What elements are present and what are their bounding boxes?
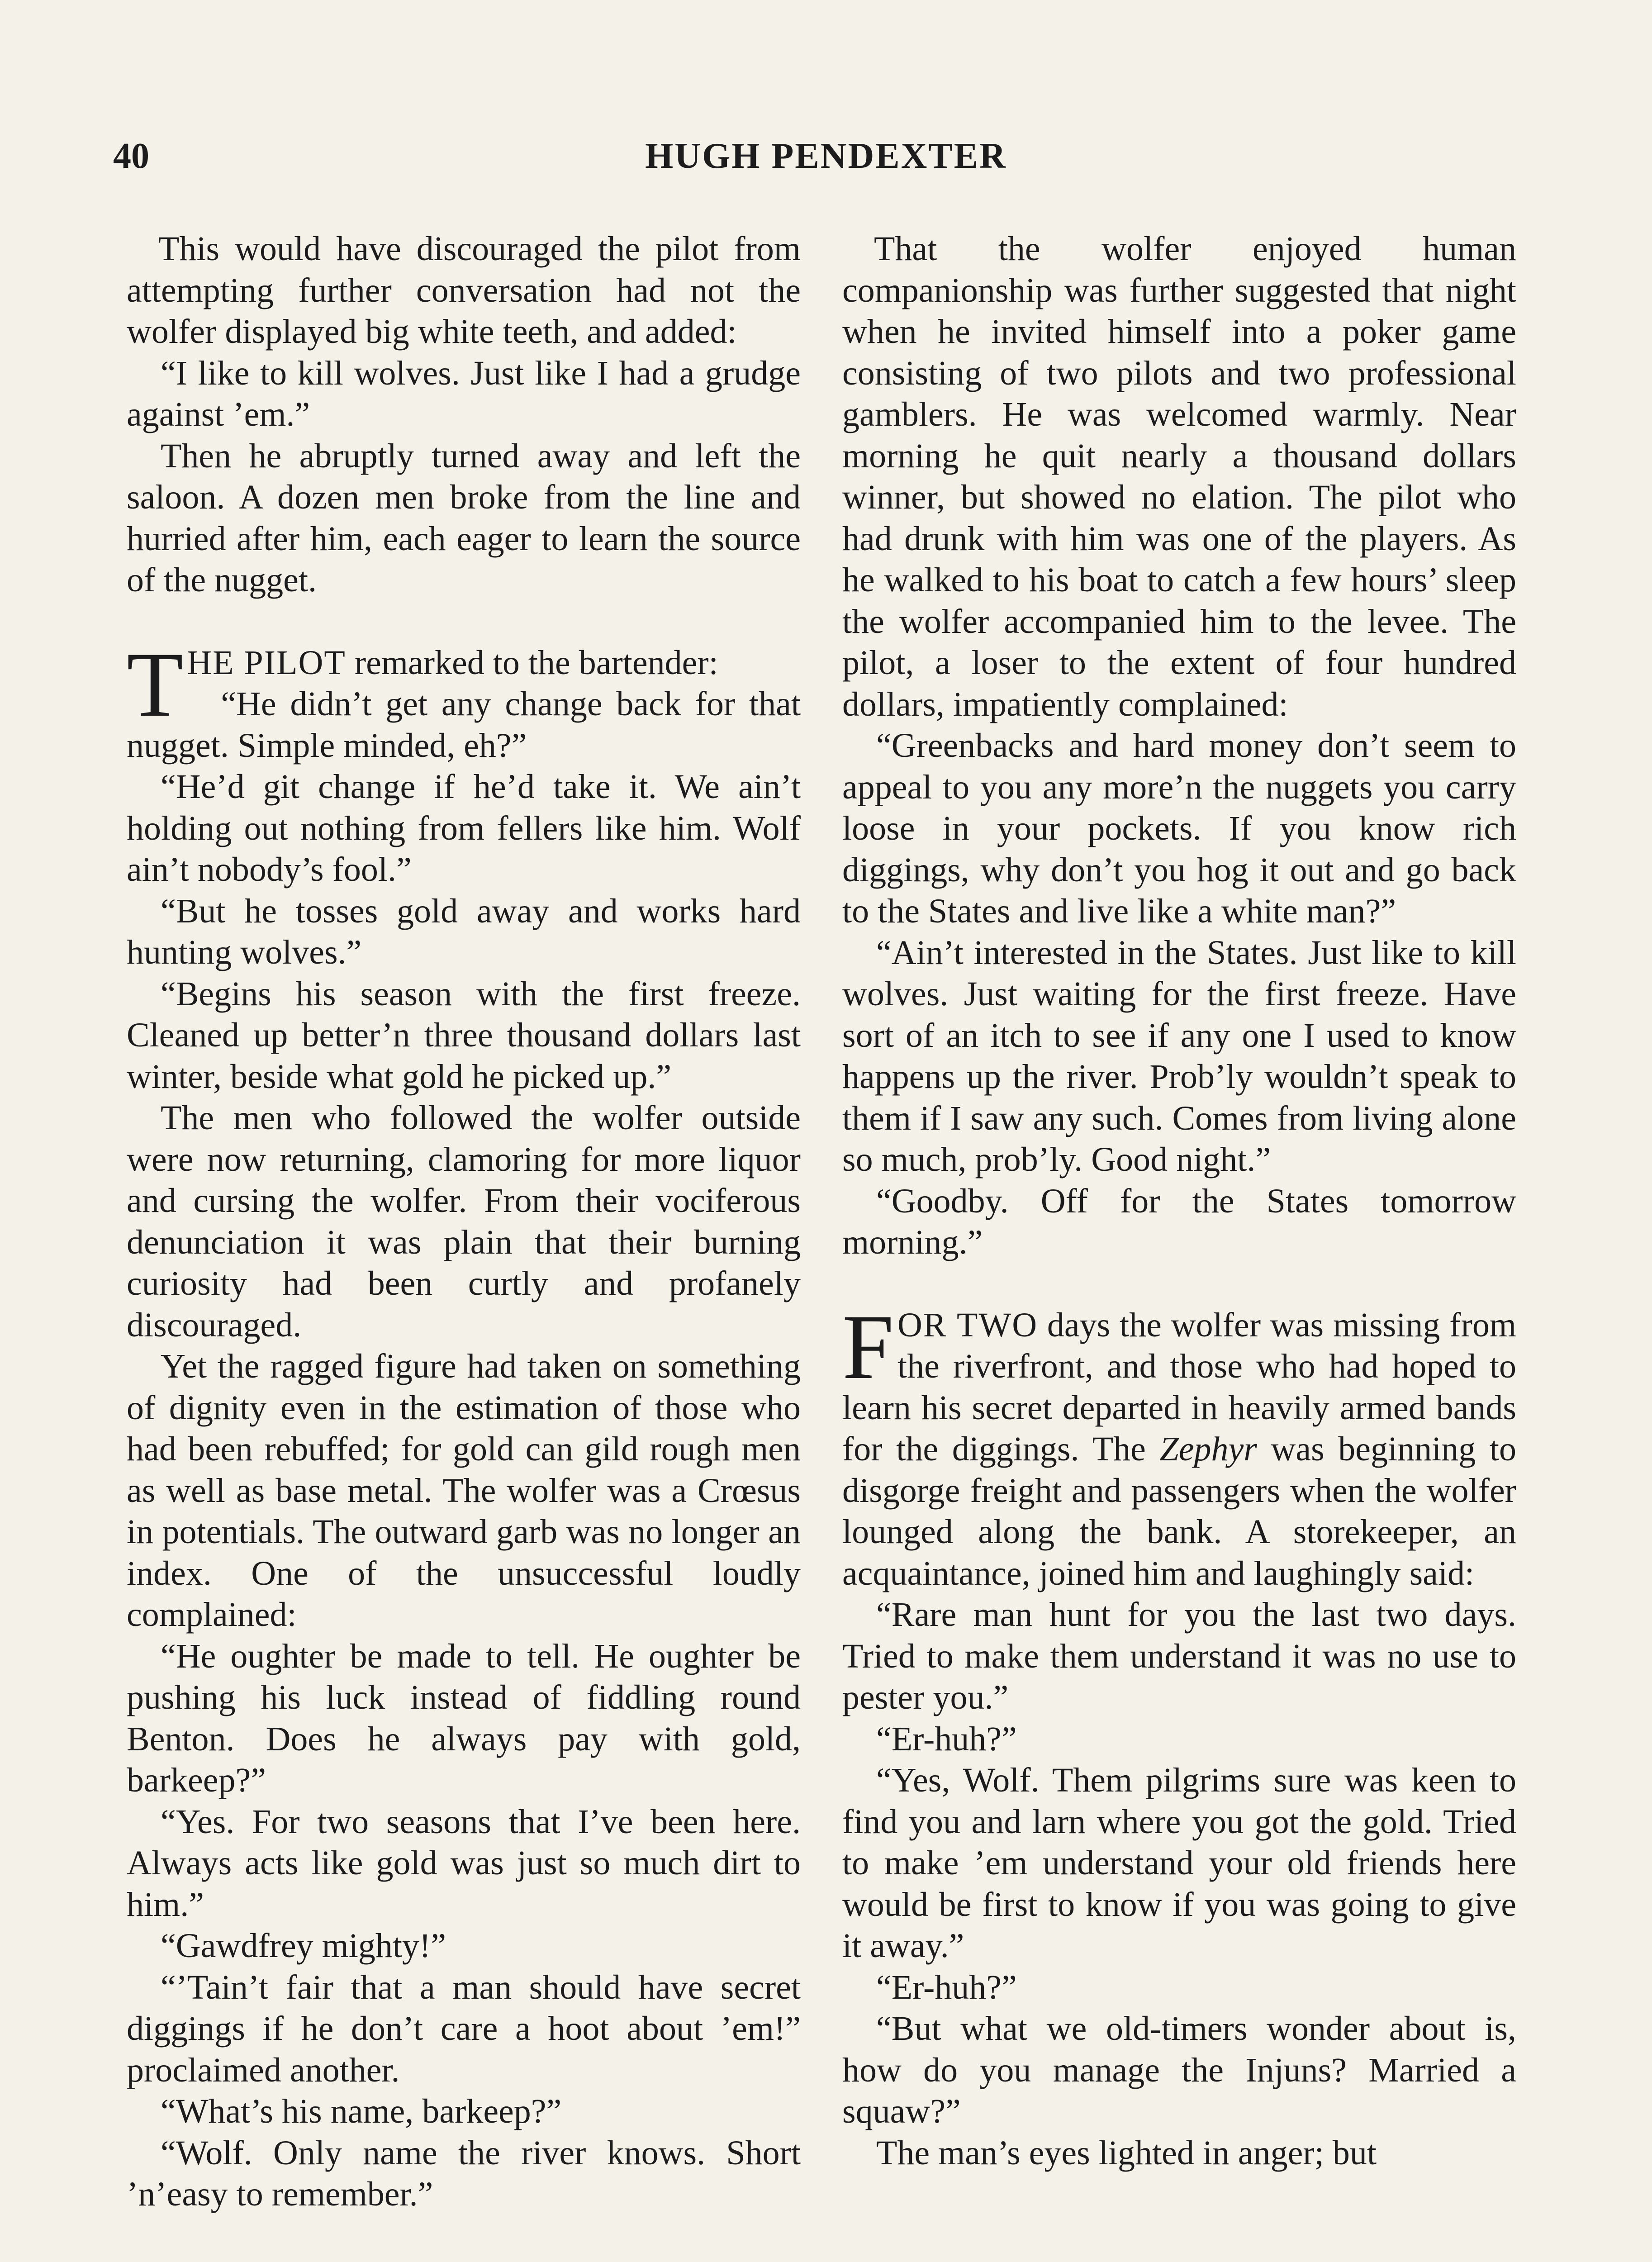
drop-cap: F (842, 1295, 894, 1398)
section-lead-text: remarked to the bartender: (346, 643, 718, 682)
section-lead-paragraph (842, 1295, 1516, 1595)
paragraph: This would have discouraged the pilot from attempting further conversation had not the wolfer displayed big white teeth, and added: (127, 230, 801, 351)
paragraph: “What’s his name, barkeep?” (161, 2092, 562, 2130)
paragraph: “Ain’t interested in the States. Just like to kill wolves. Just waiting for the first freeze. Have sort of an itch to see if any one I used to know happens up the river. Prob’ly wouldn’t speak to them if I saw any such. Comes from living alone so much, prob’ly. Good night.” (842, 933, 1516, 1179)
paragraph: The men who followed the wolfer outside were now returning, clamoring for more liquor and cursing the wolfer. From their vociferous denunciation it was plain that their burning curiosity had been curtly and profanely discouraged. (127, 1099, 801, 1344)
paragraph: “Goodby. Off for the States tomorrow morning.” (842, 1182, 1516, 1261)
paragraph: Then he abruptly turned away and left the saloon. A dozen men broke from the line and hurried after him, each eager to learn the source of the nugget. (127, 437, 801, 599)
paragraph: “Er-huh?” (876, 1720, 1017, 1758)
paragraph: “I like to kill wolves. Just like I had a grudge against ’em.” (127, 354, 801, 433)
paragraph: “Yes, Wolf. Them pilgrims sure was keen to find you and larn where you got the gold. Tried to make ’em understand your old friends here would be first to know if you was going to give it away.” (842, 1761, 1516, 1965)
right-column (842, 228, 1516, 2174)
section-lead-text: days the wolfer was missing from the riverfront, and those who had hoped to learn his secret departed in heavily armed bands for the diggings. The (842, 1306, 1516, 1468)
section-lead-text-after: was beginning to disgorge freight and passengers when the wolfer lounged along the bank. A storekeeper, an acquaintance, joined him and laughingly said: (842, 1430, 1516, 1592)
paragraph: “Greenbacks and hard money don’t seem to appeal to you any more’n the nuggets you carry loose in your pockets. If you know rich diggings, why don’t you hog it out and go back to the States and live like a white man?” (842, 727, 1516, 930)
paragraph: “Yes. For two seasons that I’ve been here. Always acts like gold was just so much dirt to him.” (127, 1802, 801, 1924)
boat-name: Zephyr (1159, 1430, 1257, 1468)
section-lead-caps: OR TWO (897, 1306, 1038, 1344)
paragraph: “He oughter be made to tell. He oughter be pushing his luck instead of fiddling round Benton. Does he always pay with gold, barkeep?” (127, 1637, 801, 1799)
paragraph: The man’s eyes lighted in anger; but (876, 2134, 1377, 2172)
paragraph: “He didn’t get any change back for that nugget. Simple minded, eh?” (127, 685, 801, 765)
paragraph: “Begins his season with the first freeze. Cleaned up better’n three thousand dollars last winter, beside what gold he picked up.” (127, 974, 801, 1096)
paragraph: “But what we old-timers wonder about is, how do you manage the Injuns? Married a squaw?” (842, 2010, 1516, 2130)
running-head: HUGH PENDEXTER (645, 136, 1007, 176)
paragraph: “Gawdfrey mighty!” (161, 1927, 446, 1965)
paragraph: “Rare man hunt for you the last two days. Tried to make them understand it was no use to pester you.” (842, 1596, 1516, 1716)
paragraph: “’Tain’t fair that a man should have secret diggings if he don’t care a hoot about ’em!” proclaimed another. (127, 1968, 801, 2089)
drop-cap: T (127, 633, 184, 736)
paragraph: “Er-huh?” (876, 1968, 1017, 2006)
section-break (127, 633, 801, 2215)
section-lead-caps: HE PILOT (187, 643, 346, 682)
paragraph: That the wolfer enjoyed human companionship was further suggested that night when he invited himself into a poker game consisting of two pilots and two professional gamblers. He was welcomed warmly. Near morning he quit nearly a thousand dollars winner, but showed no elation. The pilot who had drunk with him was one of the players. As he walked to his boat to catch a few hours’ sleep the wolfer accompanied him to the levee. The pilot, a loser to the extent of four hundred dollars, impatiently complained: (842, 230, 1516, 723)
page-number: 40 (113, 136, 149, 176)
section-break (842, 1295, 1516, 2174)
paragraph: Yet the ragged figure had taken on something of dignity even in the estimation of those who had been rebuffed; for gold can gild rough men as well as base metal. The wolfer was a Crœsus in potentials. The outward garb was no longer an index. One of the unsuccessful loudly complained: (127, 1347, 801, 1634)
paragraph: “Wolf. Only name the river knows. Short ’n’easy to remember.” (127, 2134, 801, 2213)
paragraph: “But he tosses gold away and works hard hunting wolves.” (127, 892, 801, 971)
paragraph: “He’d git change if he’d take it. We ain’t holding out nothing from fellers like him. Wolf ain’t nobody’s fool.” (127, 768, 801, 889)
left-column (127, 228, 801, 2215)
